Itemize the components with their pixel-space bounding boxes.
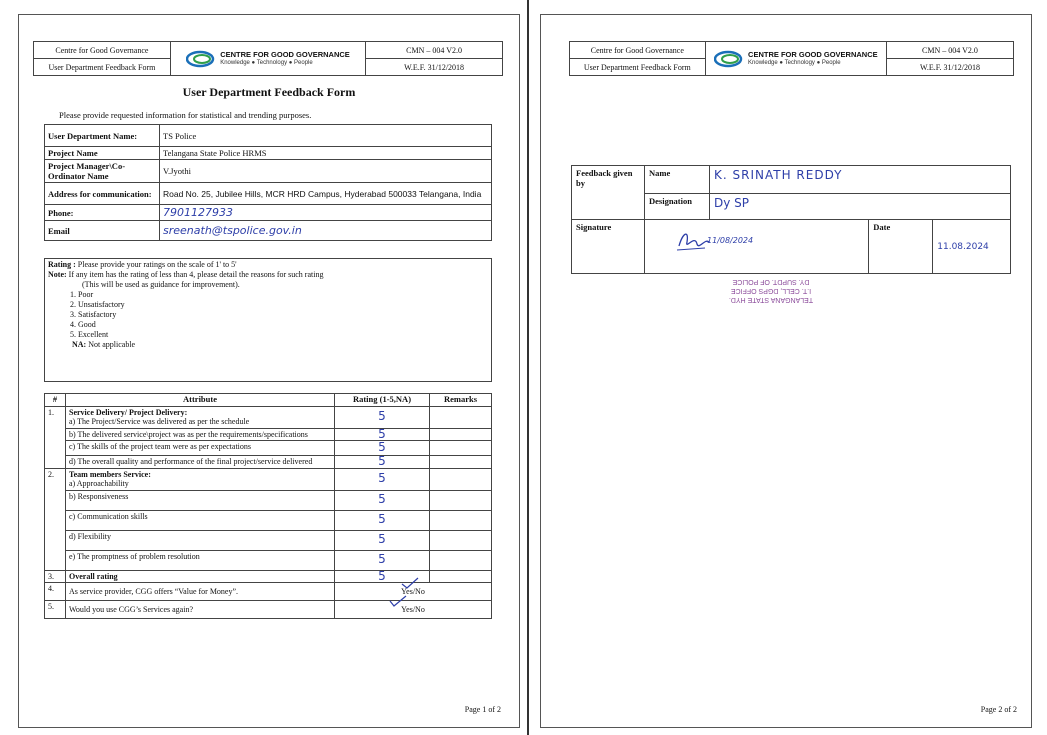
stamp-line: DY. SUPDT. OF POLICE [732,278,810,285]
intro-text: Please provide requested information for statistical and trending purposes. [59,110,312,120]
question-text: As service provider, CGG offers “Value for Money”. [66,583,335,601]
date-value: 11.08.2024 [933,220,1011,274]
signature-label: Signature [572,220,645,274]
remarks-cell [430,406,492,428]
remarks-cell [430,428,492,441]
info-row [45,205,492,221]
col-remarks: Remarks [430,394,492,407]
na-text: Not applicable [88,340,136,349]
item-text: The overall quality and performance of the final project/service delivered [77,457,313,466]
remarks-cell [430,530,492,550]
info-row [45,183,492,205]
org-name: Centre for Good Governance [570,42,706,59]
item-id: c) [69,511,76,521]
item-id: b) [69,429,76,439]
cgg-logo-icon [714,50,744,68]
stamp-line: TELANGANA STATE HYD. [728,296,814,303]
scale-item: 3. Satisfactory [78,310,488,320]
item-text: Approachability [76,479,129,488]
overall-label: Overall rating [69,571,118,581]
rating-value: 5 [335,441,430,456]
info-label: Phone: [45,205,160,221]
remarks-cell [430,490,492,510]
yes-no-text: Yes/No [401,586,425,596]
na-label: NA: [72,340,87,349]
logo [705,42,886,76]
table-row [45,583,492,601]
table-header-row [45,394,492,407]
tick-mark-icon [389,595,407,607]
info-value: TS Police [160,125,492,147]
table-row [45,468,492,490]
form-name: User Department Feedback Form [570,59,706,76]
note-text: If any item has the rating of less than 4, please detail the reasons for such rating [68,270,324,279]
email-value: sreenath@tspolice.gov.in [160,221,492,241]
section-title: Service Delivery/ Project Delivery: [69,407,188,417]
info-value: V.Jyothi [160,160,492,183]
table-row [45,550,492,570]
item-text: The delivered service\project was as per the requirements/specifications [77,429,308,439]
item-text: The promptness of problem resolution [77,551,200,561]
name-label: Name [645,166,710,194]
remarks-cell [430,510,492,530]
scale-item: 2. Unsatisfactory [78,300,488,310]
date-label: Date [869,220,933,274]
table-row [45,490,492,510]
col-num: # [45,394,66,407]
scale-item: 4. Good [78,320,488,330]
table-row [45,441,492,456]
official-stamp [691,277,851,304]
info-row [45,160,492,183]
stamp-line: I.T. CELL, DGPS OFFICE [730,287,812,294]
item-id: e) [69,551,76,561]
info-label: Address for communication: [45,183,160,205]
info-row [45,221,492,241]
attribute-table [44,393,492,619]
doc-code: CMN – 004 V2.0 [886,42,1013,59]
wef-date: W.E.F. 31/12/2018 [366,59,503,76]
rating-value: 5 [335,406,430,428]
yes-no-answer [335,601,492,619]
org-name: Centre for Good Governance [34,42,171,59]
signature-date: 11/08/2024 [707,236,754,245]
page-divider [527,0,529,735]
item-id: a) [69,417,76,426]
info-label: Project Manager\Co-Ordinator Name [45,160,160,183]
info-label: Email [45,221,160,241]
table-row [45,570,492,583]
table-row [45,510,492,530]
info-row [45,147,492,160]
rating-value: 5 [335,510,430,530]
page-1 [18,14,520,728]
rating-scale [48,290,488,340]
section-num: 2. [45,468,66,570]
remarks-cell [430,550,492,570]
remarks-cell [430,441,492,456]
wef-date: W.E.F. 31/12/2018 [886,59,1013,76]
feedback-table [571,165,1011,274]
rating-value: 5 [335,490,430,510]
info-table [44,124,492,241]
yes-no-answer [335,583,492,601]
logo-title: CENTRE FOR GOOD GOVERNANCE [220,49,350,59]
table-row [45,428,492,441]
rating-instruction: Please provide your ratings on the scale of 1' to 5' [77,260,237,269]
item-id: c) [69,442,76,451]
logo-tagline: Knowledge ● Technology ● People [220,59,313,66]
designation-value: Dy SP [710,194,1011,220]
rating-value: 5 [335,550,430,570]
scale-item: 1. Poor [78,290,488,300]
cgg-logo-icon [186,50,216,68]
rating-value: 5 [335,456,430,469]
logo-title: CENTRE FOR GOOD GOVERNANCE [748,49,878,59]
designation-label: Designation [645,194,710,220]
rating-note [44,258,492,382]
section-title: Team members Service: [69,469,151,479]
info-value: Road No. 25, Jubilee Hills, MCR HRD Campus, Hyderabad 500033 Telangana, India [160,183,492,205]
item-id: b) [69,491,76,501]
phone-value: 7901127933 [160,205,492,221]
page-header [33,41,503,76]
feedback-label: Feedback given by [572,166,645,220]
item-text: Flexibility [77,531,112,541]
page-2 [540,14,1032,728]
item-text: The Project/Service was delivered as per the schedule [77,417,250,426]
rating-value: 5 [335,530,430,550]
name-value: K. SRINATH REDDY [710,166,1011,194]
item-id: d) [69,457,76,466]
info-row [45,125,492,147]
question-text: Would you use CGG’s Services again? [66,601,335,619]
item-id: a) [69,479,76,488]
table-row [45,530,492,550]
page-number: Page 2 of 2 [980,705,1017,714]
col-attribute: Attribute [66,394,335,407]
info-label: User Department Name: [45,125,160,147]
yes-no-text: Yes/No [401,604,425,614]
section-num: 4. [45,583,66,601]
page-header [569,41,1014,76]
rating-value: 5 [335,468,430,490]
table-row [45,601,492,619]
item-text: Responsiveness [77,491,129,501]
col-rating: Rating (1-5,NA) [335,394,430,407]
page-number: Page 1 of 2 [464,705,501,714]
doc-code: CMN – 004 V2.0 [366,42,503,59]
signature-box [645,220,869,274]
section-num: 5. [45,601,66,619]
item-text: Communication skills [77,511,148,521]
logo [170,42,365,76]
remarks-cell [430,468,492,490]
item-id: d) [69,531,76,541]
form-name: User Department Feedback Form [34,59,171,76]
rating-value: 5 [335,428,430,441]
info-value: Telangana State Police HRMS [160,147,492,160]
logo-tagline: Knowledge ● Technology ● People [748,59,841,66]
remarks-cell [430,456,492,469]
scale-item: 5. Excellent [78,330,488,340]
table-row [45,406,492,428]
item-text: The skills of the project team were as per expectations [77,442,252,451]
section-num: 3. [45,570,66,583]
table-row [45,456,492,469]
rating-value: 5 [335,570,430,583]
tick-mark-icon [401,577,419,589]
signature-scribble-icon [675,228,711,254]
note-label: Note: [48,270,67,279]
info-label: Project Name [45,147,160,160]
note-sub: (This will be used as guidance for improvement). [82,280,240,289]
page-title: User Department Feedback Form [182,85,356,99]
section-num: 1. [45,406,66,468]
rating-label: Rating : [48,260,76,269]
remarks-cell [430,570,492,583]
